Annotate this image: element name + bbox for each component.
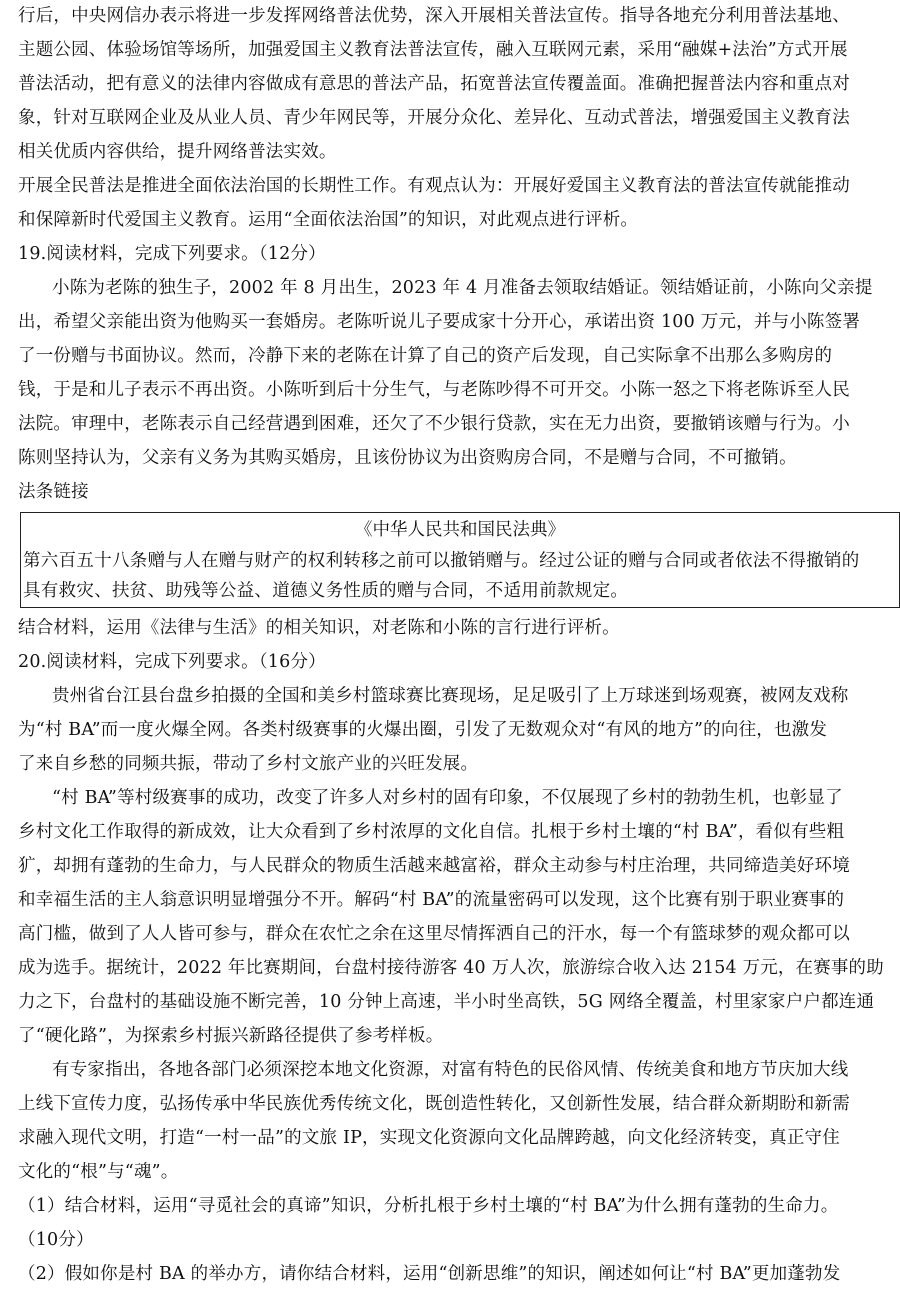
- q20-para3-line: 有专家指出，各地各部门必须深挖本地文化资源，对富有特色的民俗风情、传统美食和地方节庆加大线: [52, 1060, 849, 1080]
- q20-para3-line: 文化的“根”与“魂”。: [18, 1162, 179, 1182]
- q20-para2-line: 高门槛，做到了人人皆可参与，群众在农忙之余在这里尽情挥洒自己的汗水，每一个有篮球梦的观众都可以: [18, 924, 850, 944]
- q20-para2-line: 力之下，台盘村的基础设施不断完善，10 分钟上高速，半小时坐高铁，5G 网络全覆盖，村里家家户户都连通: [18, 992, 875, 1012]
- law-text-line: 具有救灾、扶贫、助残等公益、道德义务性质的赠与合同，不适用前款规定。: [23, 581, 629, 601]
- q20-para1-line: 贵州省台江县台盘乡拍摄的全国和美乡村篮球赛比赛现场，足足吸引了上万球迷到场观赛，被网友戏称: [52, 686, 849, 706]
- intro-line: 主题公园、体验场馆等场所，加强爱国主义教育法普法宣传，融入互联网元素，采用“融媒+法治”方式开展: [18, 40, 848, 60]
- q20-para2-line: 犷，却拥有蓬勃的生命力，与人民群众的物质生活越来越富裕，群众主动参与村庄治理，共同缔造美好环境: [18, 856, 850, 876]
- q20-heading: 20.阅读材料，完成下列要求。（16分）: [18, 652, 326, 672]
- q20-para3-line: 求融入现代文明，打造“一村一品”的文旅 IP，实现文化资源向文化品牌跨越，向文化经济转变，真正守住: [18, 1128, 840, 1148]
- q18-prompt-line: 和保障新时代爱国主义教育。运用“全面依法治国”的知识，对此观点进行评析。: [18, 210, 639, 230]
- intro-line: 相关优质内容供给，提升网络普法实效。: [18, 142, 337, 162]
- q20-para1-line: 了来自乡愁的同频共振，带动了乡村文旅产业的兴旺发展。: [18, 754, 479, 774]
- q20-sub1-line: （1）结合材料，运用“寻觅社会的真谛”知识，分析扎根于乡村土壤的“村 BA”为什么拥有蓬勃的生命力。: [18, 1196, 839, 1216]
- q18-prompt-line: 开展全民普法是推进全面依法治国的长期性工作。有观点认为：开展好爱国主义教育法的普法宣传就能推动: [18, 176, 850, 196]
- law-excerpt-box: [20, 512, 900, 608]
- law-title: 《中华人民共和国民法典》: [355, 520, 565, 540]
- q19-heading: 19.阅读材料，完成下列要求。（12分）: [18, 244, 326, 264]
- q20-para2-line: “村 BA”等村级赛事的成功，改变了许多人对乡村的固有印象，不仅展现了乡村的勃勃生机，也彰显了: [52, 788, 843, 808]
- q19-material-line: 钱，于是和儿子表示不再出资。小陈听到后十分生气，与老陈吵得不可开交。小陈一怒之下将老陈诉至人民: [18, 380, 850, 400]
- q20-para3-line: 上线下宣传力度，弘扬传承中华民族优秀传统文化，既创造性转化，又创新性发展，结合群众新期盼和新需: [18, 1094, 850, 1114]
- q20-para2-line: 成为选手。据统计，2022 年比赛期间，台盘村接待游客 40 万人次，旅游综合收入达 2154 万元，在赛事的助: [18, 958, 884, 978]
- q19-material-line: 陈则坚持认为，父亲有义务为其购买婚房，且该份协议为出资购房合同，不是赠与合同，不可撤销。: [18, 448, 797, 468]
- q20-para2-line: 乡村文化工作取得的新成效，让大众看到了乡村浓厚的文化自信。扎根于乡村土壤的“村 BA”，看似有些粗: [18, 822, 845, 842]
- q20-para2-line: 和幸福生活的主人翁意识明显增强分不开。解码“村 BA”的流量密码可以发现，这个比赛有别于职业赛事的: [18, 890, 845, 910]
- intro-line: 普法活动，把有意义的法律内容做成有意思的普法产品，拓宽普法宣传覆盖面。准确把握普法内容和重点对: [18, 74, 850, 94]
- q20-para1-line: 为“村 BA”而一度火爆全网。各类村级赛事的火爆出圈，引发了无数观众对“有风的地方”的向往，也激发: [18, 720, 828, 740]
- intro-line: 象，针对互联网企业及从业人员、青少年网民等，开展分众化、差异化、互动式普法，增强爱国主义教育法: [18, 108, 850, 128]
- q19-material-line: 出，希望父亲能出资为他购买一套婚房。老陈听说儿子要成家十分开心，承诺出资 100 万元，并与小陈签署: [18, 312, 861, 332]
- q20-para2-line: 了“硬化路”，为探索乡村振兴新路径提供了参考样板。: [18, 1026, 444, 1046]
- q19-question: 结合材料，运用《法律与生活》的相关知识，对老陈和小陈的言行进行评析。: [18, 618, 620, 638]
- q19-material-line: 小陈为老陈的独生子，2002 年 8 月出生，2023 年 4 月准备去领取结婚证。领结婚证前，小陈向父亲提: [52, 278, 873, 298]
- law-link-label: 法条链接: [18, 482, 89, 502]
- intro-line: 行后，中央网信办表示将进一步发挥网络普法优势，深入开展相关普法宣传。指导各地充分利用普法基地、: [18, 6, 850, 26]
- q19-material-line: 了一份赠与书面协议。然而，冷静下来的老陈在计算了自己的资产后发现，自己实际拿不出那么多购房的: [18, 346, 833, 366]
- law-text-line: 第六百五十八条赠与人在赠与财产的权利转移之前可以撤销赠与。经过公证的赠与合同或者依法不得撤销的: [23, 551, 860, 571]
- q20-sub2-line: （2）假如你是村 BA 的举办方，请你结合材料，运用“创新思维”的知识，阐述如何让“村 BA”更加蓬勃发: [18, 1264, 841, 1284]
- q20-sub1-line: （10分）: [18, 1230, 94, 1250]
- q19-material-line: 法院。审理中，老陈表示自己经营遇到困难，还欠了不少银行贷款，实在无力出资，要撤销该赠与行为。小: [18, 414, 850, 434]
